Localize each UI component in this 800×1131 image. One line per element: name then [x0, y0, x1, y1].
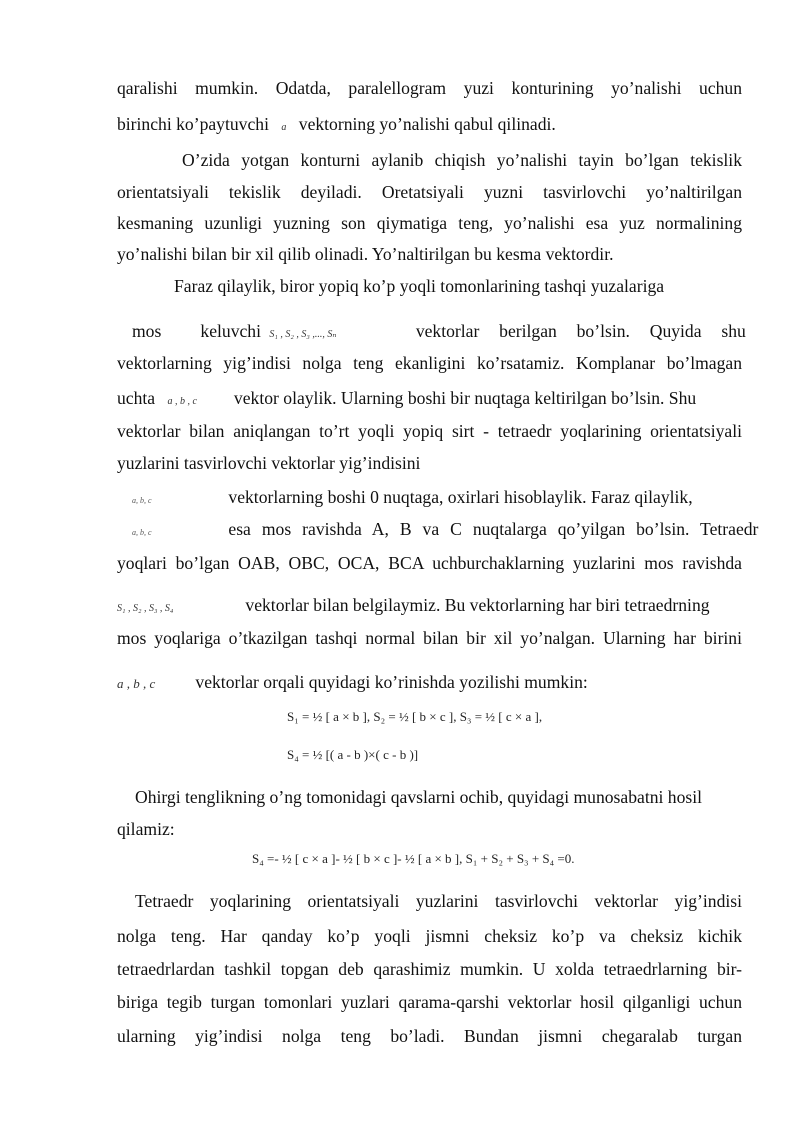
paragraph-line: vektorlar bilan aniqlangan to’rt yoqli yopiq sirt - tetraedr yoqlarining orientatsiyali	[117, 421, 742, 441]
paragraph-line: yuzlarini tasvirlovchi vektorlar yig’indisini	[117, 453, 421, 473]
vector-abc: a , b , c	[167, 396, 197, 407]
text-span: mos keluvchi	[132, 321, 261, 341]
paragraph-line: yoqlari bo’lgan OAB, OBC, OCA, BCA uchburchaklarning yuzlarini mos ravishda	[117, 553, 742, 573]
paragraph-line: qilamiz:	[117, 819, 175, 839]
paragraph-line: mos yoqlariga o’tkazilgan tashqi normal bilan bir xil yo’nalgan. Ularning har birini	[117, 628, 742, 648]
text-span: esa mos ravishda A, B va C nuqtalarga qo’yilgan bo’lsin. Tetraedr	[228, 519, 759, 539]
paragraph-line	[117, 113, 742, 139]
vector-s-list: S₁ , S₂ , S₃ ,..., Sₙ	[269, 329, 337, 340]
paragraph-line	[117, 594, 742, 620]
paragraph-line	[117, 486, 742, 512]
paragraph-line: qaralishi mumkin. Odatda, paralellogram yuzi konturining yo’nalishi uchun	[117, 78, 742, 98]
vector-abc-small: a, b, c	[132, 496, 152, 505]
paragraph-line: orientatsiyali tekislik deyiladi. Oretatsiyali yuzni tasvirlovchi yo’naltirilgan	[117, 182, 742, 202]
paragraph-line: tetraedrlardan tashkil topgan deb qarashimiz mumkin. U xolda tetraedrlarning bir-	[117, 959, 742, 979]
paragraph-line	[117, 387, 742, 413]
text-span: vektorlar orqali quyidagi ko’rinishda yozilishi mumkin:	[195, 672, 588, 692]
paragraph-line	[117, 671, 742, 695]
paragraph-line: Tetraedr yoqlarining orientatsiyali yuzlarini tasvirlovchi vektorlar yig’indisi	[135, 891, 742, 911]
vector-s-list: S₁ , S₂ , S₃ , S₄	[117, 603, 174, 614]
paragraph-line	[117, 518, 759, 544]
paragraph-line: kesmaning uzunligi yuzning son qiymatiga teng, yo’nalishi esa yuz normalining	[117, 213, 742, 233]
text-span: vektorning yo’nalishi qabul qilinadi.	[298, 114, 556, 134]
paragraph-line: ularning yig’indisi nolga teng bo’ladi. Bundan jismni chegaralab turgan	[117, 1026, 742, 1046]
paragraph-line: nolga teng. Har qanday ko’p yoqli jismni cheksiz ko’p va cheksiz kichik	[117, 926, 742, 946]
paragraph-line: biriga tegib turgan tomonlari yuzlari qarama-qarshi vektorlar hosil qilganligi uchun	[117, 992, 742, 1012]
paragraph-line: Faraz qilaylik, biror yopiq ko’p yoqli tomonlarining tashqi yuzalariga	[174, 276, 665, 296]
text-span: vektorlarning boshi 0 nuqtaga, oxirlari hisoblaylik. Faraz qilaylik,	[228, 487, 693, 507]
text-span: vektor olaylik. Ularning boshi bir nuqtaga keltirilgan bo’lsin. Shu	[233, 388, 697, 408]
formula-line: S₄ = ½ [( a - b )×( c - b )]	[287, 747, 419, 762]
text-span: uchta	[117, 388, 156, 408]
text-span: vektorlar berilgan bo’lsin. Quyida shu	[415, 321, 746, 341]
paragraph-line	[117, 320, 746, 346]
paragraph-line: vektorlarning yig’indisi nolga teng ekanligini ko’rsatamiz. Komplanar bo’lmagan	[117, 353, 742, 373]
vector-abc-small: a, b, c	[132, 528, 152, 537]
paragraph-line: yo’nalishi bilan bir xil qilib olinadi. Yo’naltirilgan bu kesma vektordir.	[117, 244, 614, 264]
text-span: vektorlar bilan belgilaymiz. Bu vektorlarning har biri tetraedrning	[245, 595, 710, 615]
text-span: birinchi ko’paytuvchi	[117, 114, 269, 134]
paragraph-line: Ohirgi tenglikning o’ng tomonidagi qavslarni ochib, quyidagi munosabatni hosil	[135, 787, 703, 807]
vector-abc: a , b , c	[117, 676, 156, 691]
vector-a-symbol: a	[281, 122, 287, 133]
paragraph-line: O’zida yotgan konturni aylanib chiqish yo’nalishi tayin bo’lgan tekislik	[182, 150, 742, 170]
formula-line: S₁ = ½ [ a × b ], S₂ = ½ [ b × c ], S₃ = ½ [ c × a ],	[287, 709, 543, 724]
formula-line: S₄ =- ½ [ c × a ]- ½ [ b × c ]- ½ [ a × b ], S₁ + S₂ + S₃ + S₄ =0.	[252, 851, 575, 866]
